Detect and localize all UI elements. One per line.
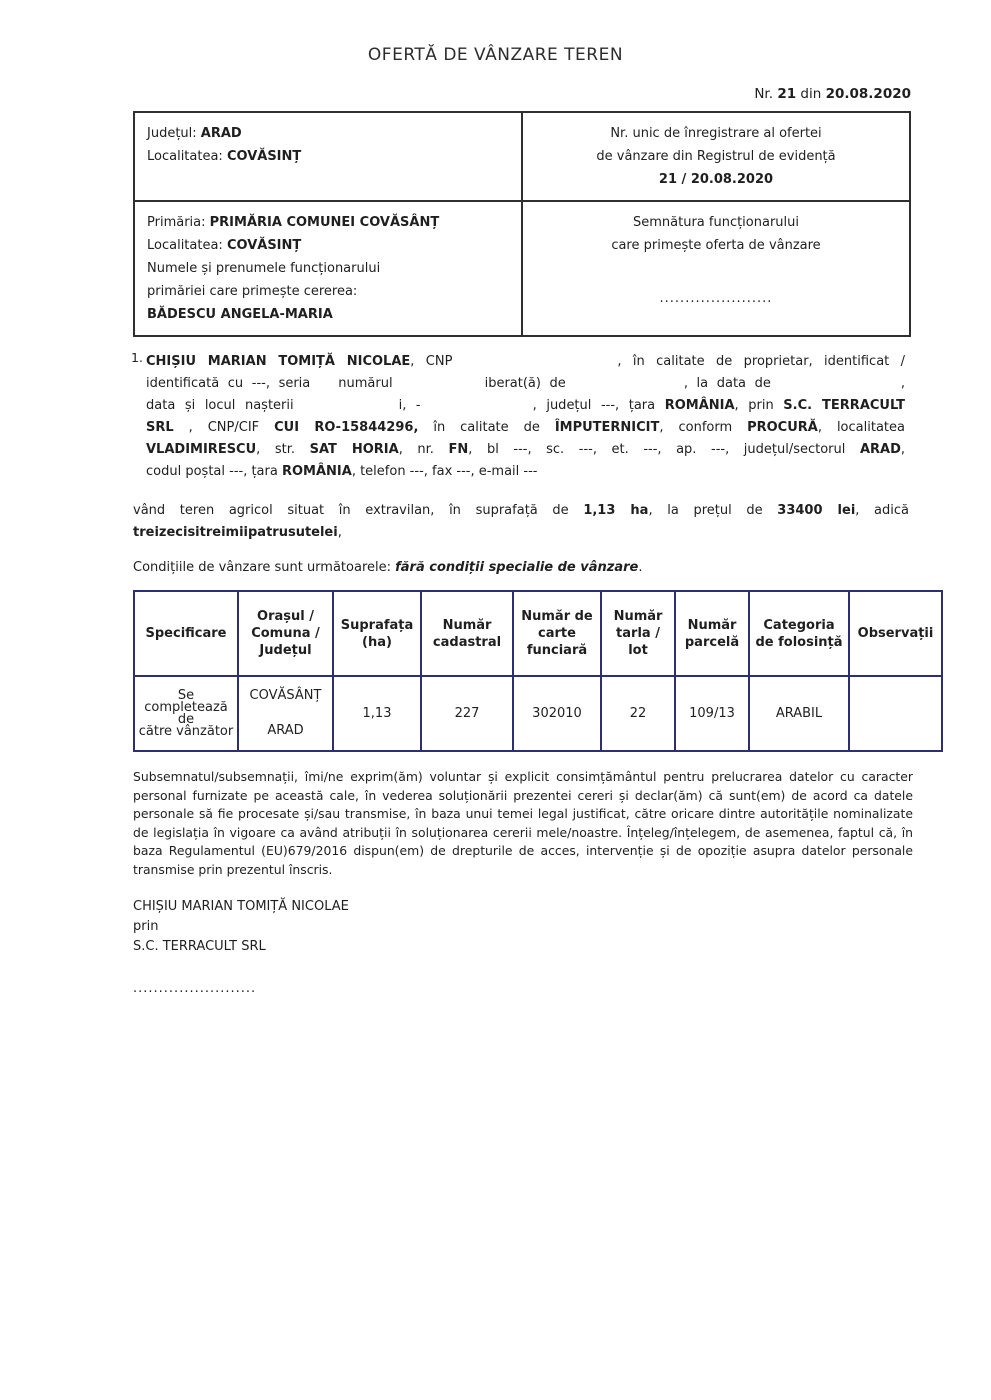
signature-label-line-1: Semnătura funcționarului: [632, 215, 800, 230]
col-header-specificare: Specificare: [134, 591, 238, 676]
list-item-number: 1.: [131, 350, 143, 365]
col-header-tarla-lot: Număr tarla / lot: [601, 591, 675, 676]
signature-name: CHIȘIU MARIAN TOMIȚĂ NICOLAE: [133, 898, 349, 914]
land-table-header-row: [134, 591, 942, 676]
page-title: OFERTĂ DE VÂNZARE TEREN: [367, 45, 624, 65]
city-value: COVĂSÂNȚ: [249, 688, 322, 703]
col-header-numar-cadastral: Număr cadastral: [421, 591, 513, 676]
tarla-value: 22: [601, 676, 675, 751]
header-table-row-1: [134, 112, 910, 201]
county-locality-cell: Județul: ARAD Localitatea: COVĂSINȚ: [134, 112, 522, 201]
county-value: ARAD: [267, 723, 304, 738]
official-signature-dots: ......................: [659, 291, 773, 306]
gdpr-consent-paragraph: Subsemnatul/subsemnații, îmi/ne exprim(ăm) voluntar și explicit consimțământul pentru prelucrarea datelor cu caracter personal furnizate pe această cale, în vederea soluționării prezentei cereri și declar(ăm) că sunt(em) de acord ca datele personale să fie procesate și/sau transmise, în baza unui temei legal justificat, către oricare dintre autoritățile nominalizate de legislația în vigoare ca având atribuții în soluționarea cererii mele/noastre. Înțeleg/înțelegem, de asemenea, faptul că, în baza Regulamentul (EU)679/2016 dispun(em) de drepturile de acces, intervenție și de opoziție asupra datelor personale transmise prin prezentul înscris.: [133, 769, 913, 877]
sale-conditions-line: Condițiile de vânzare sunt următoarele: fără condiții specialie de vânzare.: [133, 560, 643, 575]
categoria-folosinta-value: ARABIL: [749, 676, 849, 751]
observatii-value: [849, 676, 942, 751]
sale-details-paragraph: vând teren agricol situat în extravilan, în suprafață de 1,13 ha, la prețul de 33400 lei, adică treizecisitreimiipatrusutelei,: [133, 503, 910, 540]
numar-cadastral-value: 227: [421, 676, 513, 751]
seller-identification-paragraph: [133, 351, 905, 483]
registration-info-cell: [522, 112, 910, 201]
seller-signature-dots: ........................: [133, 980, 257, 996]
suprafata-value: 1,13: [333, 676, 421, 751]
col-header-suprafata: Suprafața (ha): [333, 591, 421, 676]
signature-block: [133, 897, 991, 957]
col-header-carte-funciara: Număr de carte funciară: [513, 591, 601, 676]
registration-number-line: Nr. 21 din 20.08.2020: [754, 86, 911, 102]
townhall-official-cell: Primăria: PRIMĂRIA COMUNEI COVĂSÂNȚ Localitatea: COVĂSINȚ Numele și prenumele funcționarului primăriei care primește cererea: BĂDESCU ANGELA-MARIA: [134, 201, 522, 336]
land-parcel-table: [133, 590, 943, 752]
header-table: [133, 111, 911, 337]
signature-company: S.C. TERRACULT SRL: [133, 938, 266, 954]
col-header-numar-parcela: Număr parcelă: [675, 591, 749, 676]
col-header-categoria-folosinta: Categoria de folosință: [749, 591, 849, 676]
signature-prin: prin: [133, 918, 159, 934]
col-header-observatii: Observații: [849, 591, 942, 676]
col-header-oras-comuna-judet: Orașul / Comuna / Județul: [238, 591, 333, 676]
header-table-row-2: [134, 201, 910, 336]
registration-info-line-2: de vânzare din Registrul de evidență: [596, 149, 836, 164]
row-label-cell: Se completează de către vânzător: [134, 676, 238, 751]
registration-info-number: 21 / 20.08.2020: [658, 172, 774, 187]
parcela-value: 109/13: [675, 676, 749, 751]
seller-identification-text: CHIȘIU MARIAN TOMIȚĂ NICOLAE, CNP , în calitate de proprietar, identificat / identificată cu ---, seria numărul iberat(ă) de , la data de , data și locul nașterii i, - , județul ---, țara ROMÂNIA, prin S.C. TERRACULT SRL , CNP/CIF CUI RO-15844296, în calitate de ÎMPUTERNICIT, conform PROCURĂ, localitatea VLADIMIRESCU, str. SAT HORIA, nr. FN, bl ---, sc. ---, et. ---, ap. ---, județul/sectorul ARAD, codul poștal ---, țara ROMÂNIA, telefon ---, fax ---, e-mail ---: [146, 354, 906, 479]
carte-funciara-value: 302010: [513, 676, 601, 751]
official-signature-cell: [522, 201, 910, 336]
registration-info-line-1: Nr. unic de înregistrare al ofertei: [610, 126, 822, 141]
land-table-data-row: [134, 676, 942, 751]
city-county-cell: [238, 676, 333, 751]
signature-label-line-2: care primește oferta de vânzare: [611, 238, 821, 253]
